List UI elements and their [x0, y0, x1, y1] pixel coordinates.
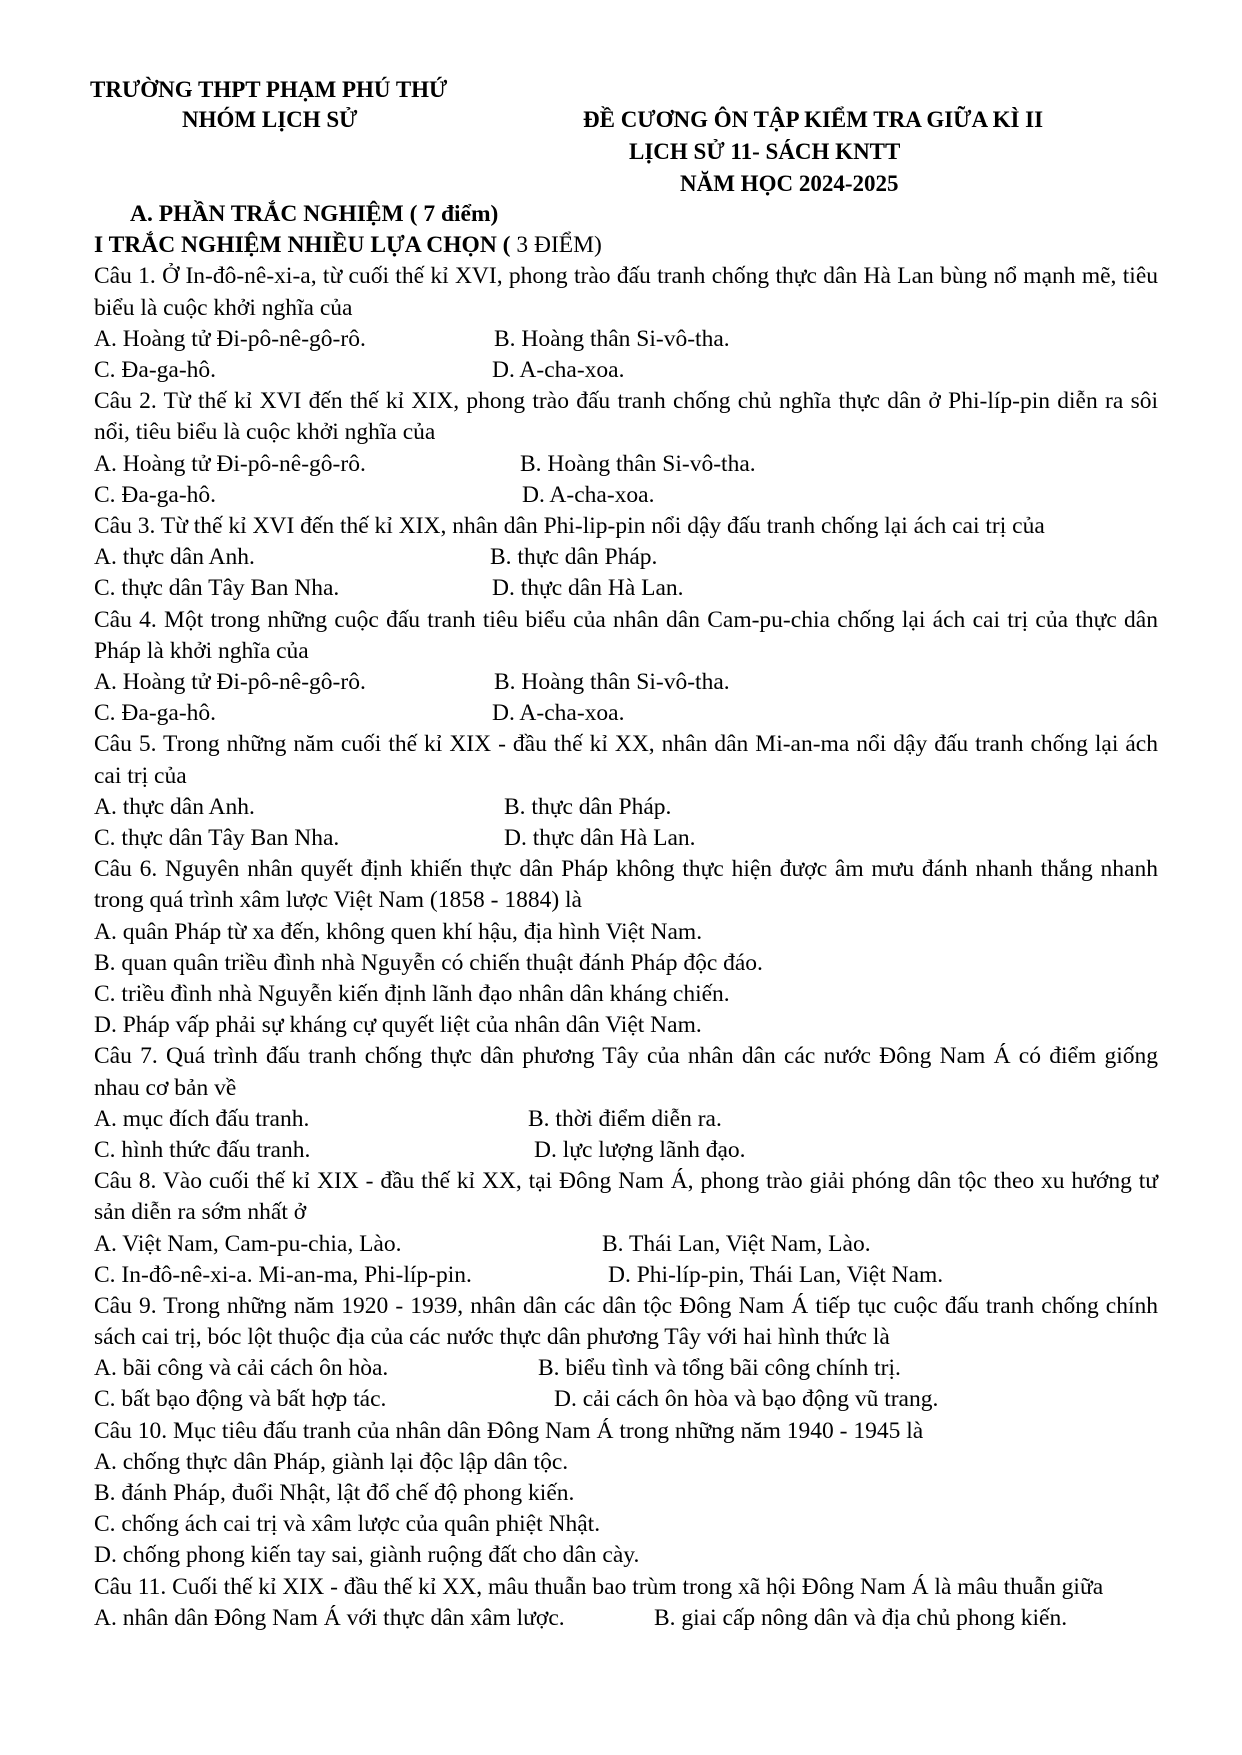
options-row — [94, 355, 1158, 386]
option-b: B. Hoàng thân Si-vô-tha. — [494, 668, 730, 695]
option-b: B. đánh Pháp, đuổi Nhật, lật đổ chế độ phong kiến. — [94, 1480, 575, 1507]
option-b: B. thời điểm diễn ra. — [528, 1105, 722, 1132]
document-subject: LỊCH SỬ 11- SÁCH KNTT — [629, 139, 901, 164]
section-i-heading — [94, 230, 1158, 261]
option-a: A. nhân dân Đông Nam Á với thực dân xâm lược. — [94, 1604, 565, 1631]
options-row — [94, 1104, 1158, 1135]
option-d: D. Pháp vấp phải sự kháng cự quyết liệt của nhân dân Việt Nam. — [94, 1012, 702, 1039]
option-c: C. triều đình nhà Nguyễn kiến định lãnh đạo nhân dân kháng chiến. — [94, 980, 730, 1007]
option-d: D. cải cách ôn hòa và bạo động vũ trang. — [554, 1386, 939, 1413]
group-name: NHÓM LỊCH SỬ — [182, 107, 358, 132]
question-2: Câu 2. Từ thế kỉ XVI đến thế kỉ XIX, phong trào đấu tranh chống chủ nghĩa thực dân ở Phi-líp-pin diễn ra sôi nổi, tiêu biểu là cuộc khởi nghĩa của — [94, 388, 1158, 446]
option-c: C. In-đô-nê-xi-a. Mi-an-ma, Phi-líp-pin. — [94, 1261, 472, 1288]
option-c: C. thực dân Tây Ban Nha. — [94, 575, 340, 602]
options-row — [94, 1229, 1158, 1260]
option-b: B. thực dân Pháp. — [504, 793, 672, 820]
option-c: C. thực dân Tây Ban Nha. — [94, 824, 340, 851]
options-row — [94, 542, 1158, 573]
option-d: D. lực lượng lãnh đạo. — [534, 1136, 746, 1163]
option-b: B. quan quân triều đình nhà Nguyễn có chiến thuật đánh Pháp độc đáo. — [94, 949, 763, 976]
option-d: D. A-cha-xoa. — [522, 481, 655, 508]
option-a: A. Hoàng tử Đi-pô-nê-gô-rô. — [94, 325, 366, 352]
option-d: D. A-cha-xoa. — [492, 700, 625, 727]
section-a-heading: A. PHẦN TRẮC NGHIỆM ( 7 điểm) — [130, 201, 499, 227]
question-3: Câu 3. Từ thế kỉ XVI đến thế kỉ XIX, nhân dân Phi-lip-pin nổi dậy đấu tranh chống lại ách cai trị của — [94, 512, 1045, 539]
option-d: D. A-cha-xoa. — [492, 357, 625, 383]
question-9: Câu 9. Trong những năm 1920 - 1939, nhân dân các dân tộc Đông Nam Á tiếp tục cuộc đấu tranh chống chính sách cai trị, bóc lột thuộc địa của các nước thực dân phương Tây với hai hình thức là — [94, 1292, 1158, 1351]
option-b: B. Hoàng thân Si-vô-tha. — [494, 325, 730, 352]
option-a: A. mục đích đấu tranh. — [94, 1105, 310, 1132]
question-4: Câu 4. Một trong những cuộc đấu tranh tiêu biểu của nhân dân Cam-pu-chia chống lại ách cai trị của thực dân Pháp là khởi nghĩa của — [94, 606, 1158, 664]
option-c: C. Đa-ga-hô. — [94, 357, 217, 383]
option-d: D. thực dân Hà Lan. — [492, 575, 684, 602]
option-a: A. bãi công và cải cách ôn hòa. — [94, 1355, 389, 1382]
options-row — [94, 823, 1158, 854]
option-a: A. thực dân Anh. — [94, 793, 255, 820]
section-i-heading-bold: I TRẮC NGHIỆM NHIỀU LỰA CHỌN ( — [94, 232, 517, 259]
question-6: Câu 6. Nguyên nhân quyết định khiến thực dân Pháp không thực hiện được âm mưu đánh nhanh thắng nhanh trong quá trình xâm lược Việt Nam (1858 - 1884) là — [94, 856, 1158, 914]
options-row — [94, 1260, 1158, 1291]
option-c: C. bất bạo động và bất hợp tác. — [94, 1386, 387, 1413]
option-b: B. Thái Lan, Việt Nam, Lào. — [602, 1230, 871, 1257]
document-title: ĐỀ CƯƠNG ÔN TẬP KIỂM TRA GIỮA KÌ II — [583, 107, 1044, 132]
option-c: C. Đa-ga-hô. — [94, 700, 217, 727]
option-a: A. Hoàng tử Đi-pô-nê-gô-rô. — [94, 668, 366, 695]
options-row — [94, 573, 1158, 604]
question-1: Câu 1. Ở In-đô-nê-xi-a, từ cuối thế kỉ XVI, phong trào đấu tranh chống thực dân Hà Lan bùng nổ mạnh mẽ, tiêu biểu là cuộc khởi nghĩa của — [94, 263, 1158, 321]
option-d: D. chống phong kiến tay sai, giành ruộng đất cho dân cày. — [94, 1542, 640, 1569]
option-b: B. giai cấp nông dân và địa chủ phong kiến. — [654, 1604, 1068, 1631]
question-10: Câu 10. Mục tiêu đấu tranh của nhân dân Đông Nam Á trong những năm 1940 - 1945 là — [94, 1417, 924, 1444]
options-row — [94, 1603, 1158, 1634]
option-a: A. Việt Nam, Cam-pu-chia, Lào. — [94, 1230, 402, 1257]
school-name: TRƯỜNG THPT PHẠM PHÚ THỨ — [90, 77, 448, 102]
option-b: B. thực dân Pháp. — [490, 544, 658, 571]
option-a: A. quân Pháp từ xa đến, không quen khí hậu, địa hình Việt Nam. — [94, 918, 703, 945]
document-body — [94, 199, 1158, 1634]
section-i-heading-points: 3 ĐIỂM) — [516, 232, 602, 259]
option-d: D. Phi-líp-pin, Thái Lan, Việt Nam. — [608, 1261, 944, 1288]
options-row — [94, 449, 1158, 480]
document-school-year: NĂM HỌC 2024-2025 — [680, 171, 899, 196]
option-c: C. Đa-ga-hô. — [94, 481, 217, 508]
options-row — [94, 698, 1158, 729]
options-row — [94, 480, 1158, 511]
options-row — [94, 1384, 1158, 1415]
question-5: Câu 5. Trong những năm cuối thế kỉ XIX - đầu thế kỉ XX, nhân dân Mi-an-ma nổi dậy đấu tranh chống lại ách cai trị của — [94, 731, 1158, 789]
options-row — [94, 1135, 1158, 1166]
question-7: Câu 7. Quá trình đấu tranh chống thực dân phương Tây của nhân dân các nước Đông Nam Á có điểm giống nhau cơ bản về — [94, 1043, 1158, 1101]
options-row — [94, 1353, 1158, 1384]
options-row — [94, 324, 1158, 355]
option-c: C. hình thức đấu tranh. — [94, 1136, 311, 1163]
question-11: Câu 11. Cuối thế kỉ XIX - đầu thế kỉ XX, mâu thuẫn bao trùm trong xã hội Đông Nam Á là mâu thuẫn giữa — [94, 1573, 1104, 1600]
option-d: D. thực dân Hà Lan. — [504, 824, 696, 851]
option-a: A. thực dân Anh. — [94, 544, 255, 571]
option-a: A. chống thực dân Pháp, giành lại độc lập dân tộc. — [94, 1448, 569, 1475]
options-row — [94, 667, 1158, 698]
option-c: C. chống ách cai trị và xâm lược của quân phiệt Nhật. — [94, 1511, 601, 1538]
option-b: B. biểu tình và tổng bãi công chính trị. — [538, 1355, 901, 1382]
option-b: B. Hoàng thân Si-vô-tha. — [520, 450, 756, 477]
option-a: A. Hoàng tử Đi-pô-nê-gô-rô. — [94, 450, 366, 477]
question-8: Câu 8. Vào cuối thế kỉ XIX - đầu thế kỉ XX, tại Đông Nam Á, phong trào giải phóng dân tộc theo xu hướng tư sản diễn ra sớm nhất ở — [94, 1168, 1158, 1226]
options-row — [94, 792, 1158, 823]
